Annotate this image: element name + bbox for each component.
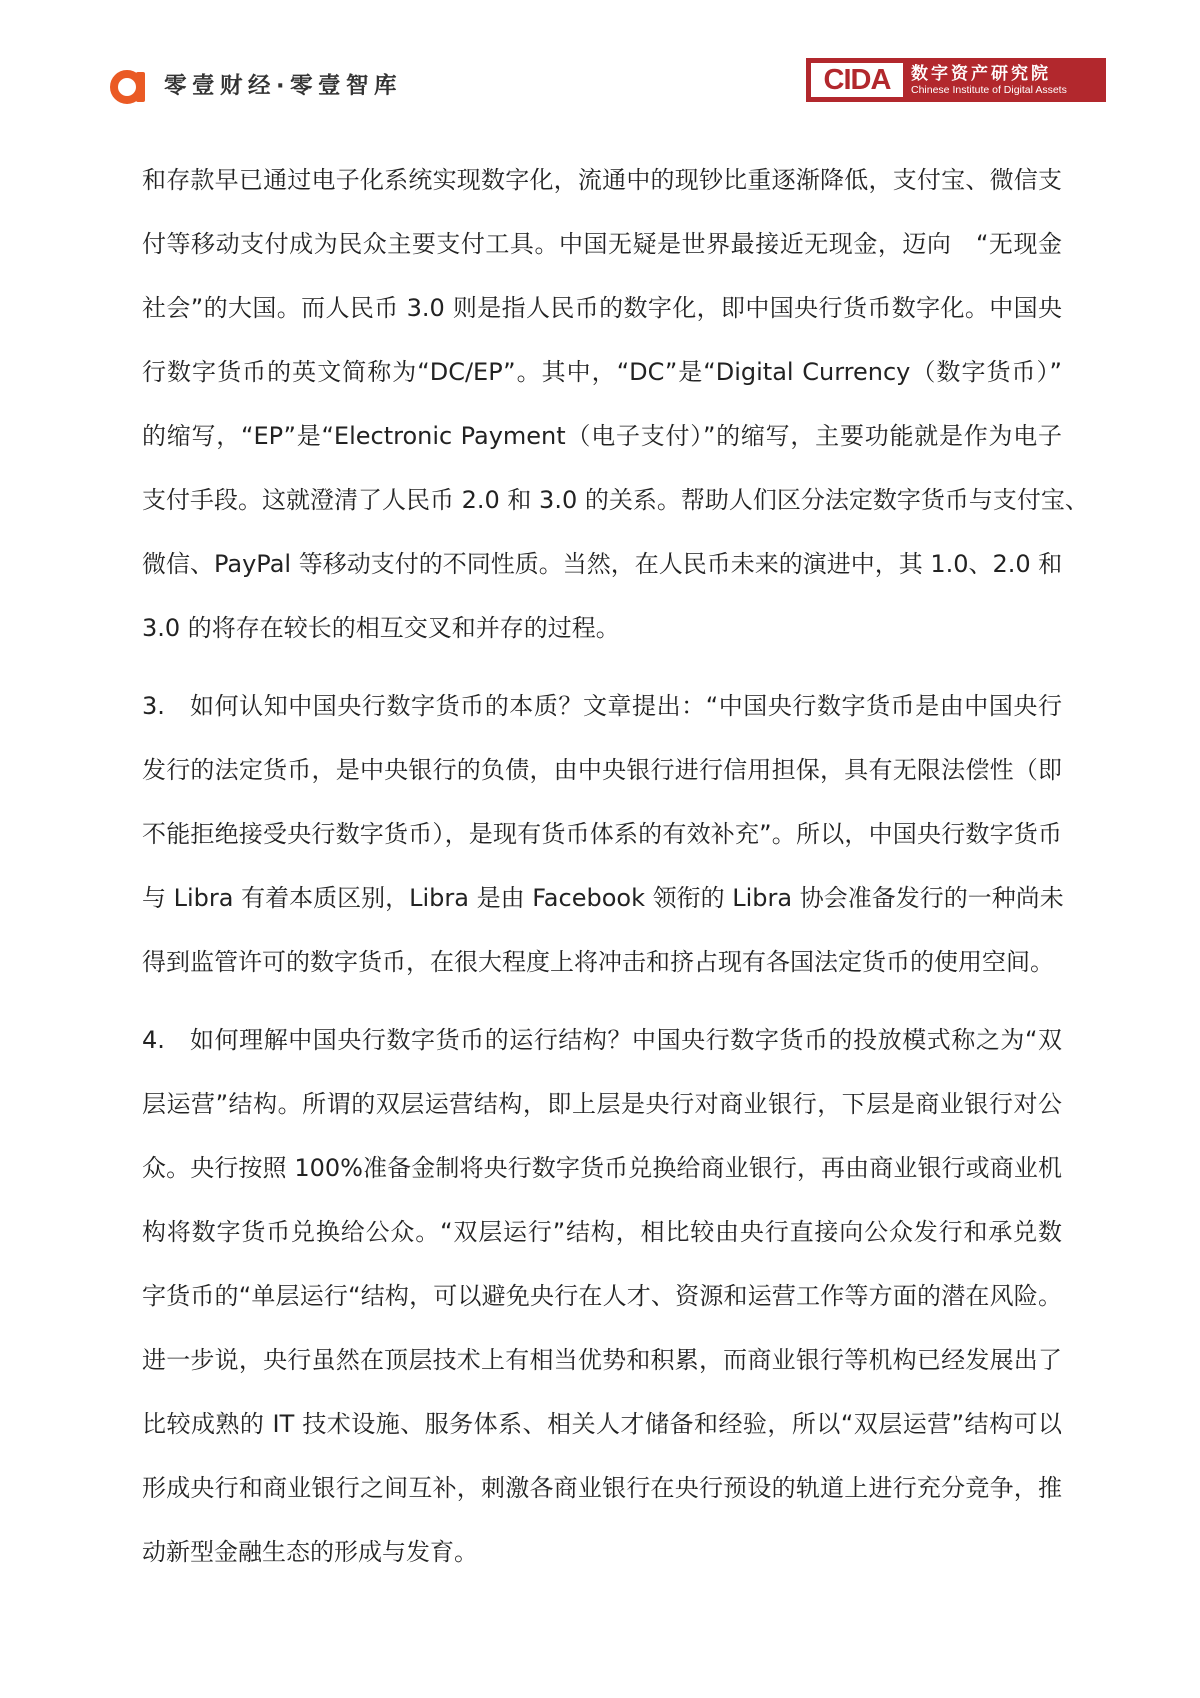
paragraph — [142, 148, 1089, 660]
paragraph — [142, 1008, 1062, 1584]
text-line: 和存款早已通过电子化系统实现数字化，流通中的现钞比重逐渐降低，支付宝、微信支 — [142, 166, 1062, 194]
paragraph — [142, 674, 1062, 994]
text-line: 得到监管许可的数字货币，在很大程度上将冲击和挤占现有各国法定货币的使用空间。 — [142, 948, 1054, 976]
cida-logo: CIDA — [811, 63, 903, 97]
text-line: 支付手段。这就澄清了人民币 2.0 和 3.0 的关系。帮助人们区分法定数字货币与支付宝、 — [142, 486, 1089, 514]
article-body — [142, 148, 1089, 1598]
text-line: 形成央行和商业银行之间互补，刺激各商业银行在央行预设的轨道上进行充分竞争，推 — [142, 1474, 1062, 1502]
cida-brand — [806, 58, 1106, 102]
text-line: 发行的法定货币，是中央银行的负债，由中央银行进行信用担保，具有无限法偿性（即 — [142, 756, 1062, 784]
lingyi-logo-icon — [108, 62, 152, 106]
cida-english-name: Chinese Institute of Digital Assets — [911, 84, 1067, 96]
page-header — [0, 0, 1200, 130]
text-line: 4. 如何理解中国央行数字货币的运行结构？中国央行数字货币的投放模式称之为“双 — [142, 1026, 1062, 1054]
text-line: 层运营”结构。所谓的双层运营结构，即上层是央行对商业银行，下层是商业银行对公 — [142, 1090, 1062, 1118]
text-line: 众。央行按照 100%准备金制将央行数字货币兑换给商业银行，再由商业银行或商业机 — [142, 1154, 1062, 1182]
cida-chinese-name: 数字资产研究院 — [911, 64, 1051, 84]
text-line: 构将数字货币兑换给公众。“双层运行”结构，相比较由央行直接向公众发行和承兑数 — [142, 1218, 1062, 1246]
text-line: 比较成熟的 IT 技术设施、服务体系、相关人才储备和经验，所以“双层运营”结构可以 — [142, 1410, 1062, 1438]
text-line: 进一步说，央行虽然在顶层技术上有相当优势和积累，而商业银行等机构已经发展出了 — [142, 1346, 1062, 1374]
text-line: 行数字货币的英文简称为“DC/EP”。其中，“DC”是“Digital Currency（数字货币）” — [142, 358, 1062, 386]
text-line: 3. 如何认知中国央行数字货币的本质？文章提出：“中国央行数字货币是由中国央行 — [142, 692, 1062, 720]
text-line: 不能拒绝接受央行数字货币），是现有货币体系的有效补充”。所以，中国央行数字货币 — [142, 820, 1062, 848]
text-line: 微信、PayPal 等移动支付的不同性质。当然，在人民币未来的演进中，其 1.0、2.0 和 — [142, 550, 1063, 578]
text-line: 动新型金融生态的形成与发育。 — [142, 1538, 478, 1566]
text-line: 付等移动支付成为民众主要支付工具。中国无疑是世界最接近无现金，迈向 “无现金 — [142, 230, 1062, 258]
lingyi-brand — [108, 62, 402, 106]
text-line: 字货币的“单层运行“结构，可以避免央行在人才、资源和运营工作等方面的潜在风险。 — [142, 1282, 1062, 1310]
text-line: 社会”的大国。而人民币 3.0 则是指人民币的数字化，即中国央行货币数字化。中国央 — [142, 294, 1062, 322]
brand-left-text: 零壹财经·零壹智库 — [164, 73, 403, 99]
text-line: 与 Libra 有着本质区别，Libra 是由 Facebook 领衔的 Libra 协会准备发行的一种尚未 — [142, 884, 1064, 912]
text-line: 3.0 的将存在较长的相互交叉和并存的过程。 — [142, 614, 620, 642]
text-line: 的缩写，“EP”是“Electronic Payment（电子支付）”的缩写，主要功能就是作为电子 — [142, 422, 1062, 450]
